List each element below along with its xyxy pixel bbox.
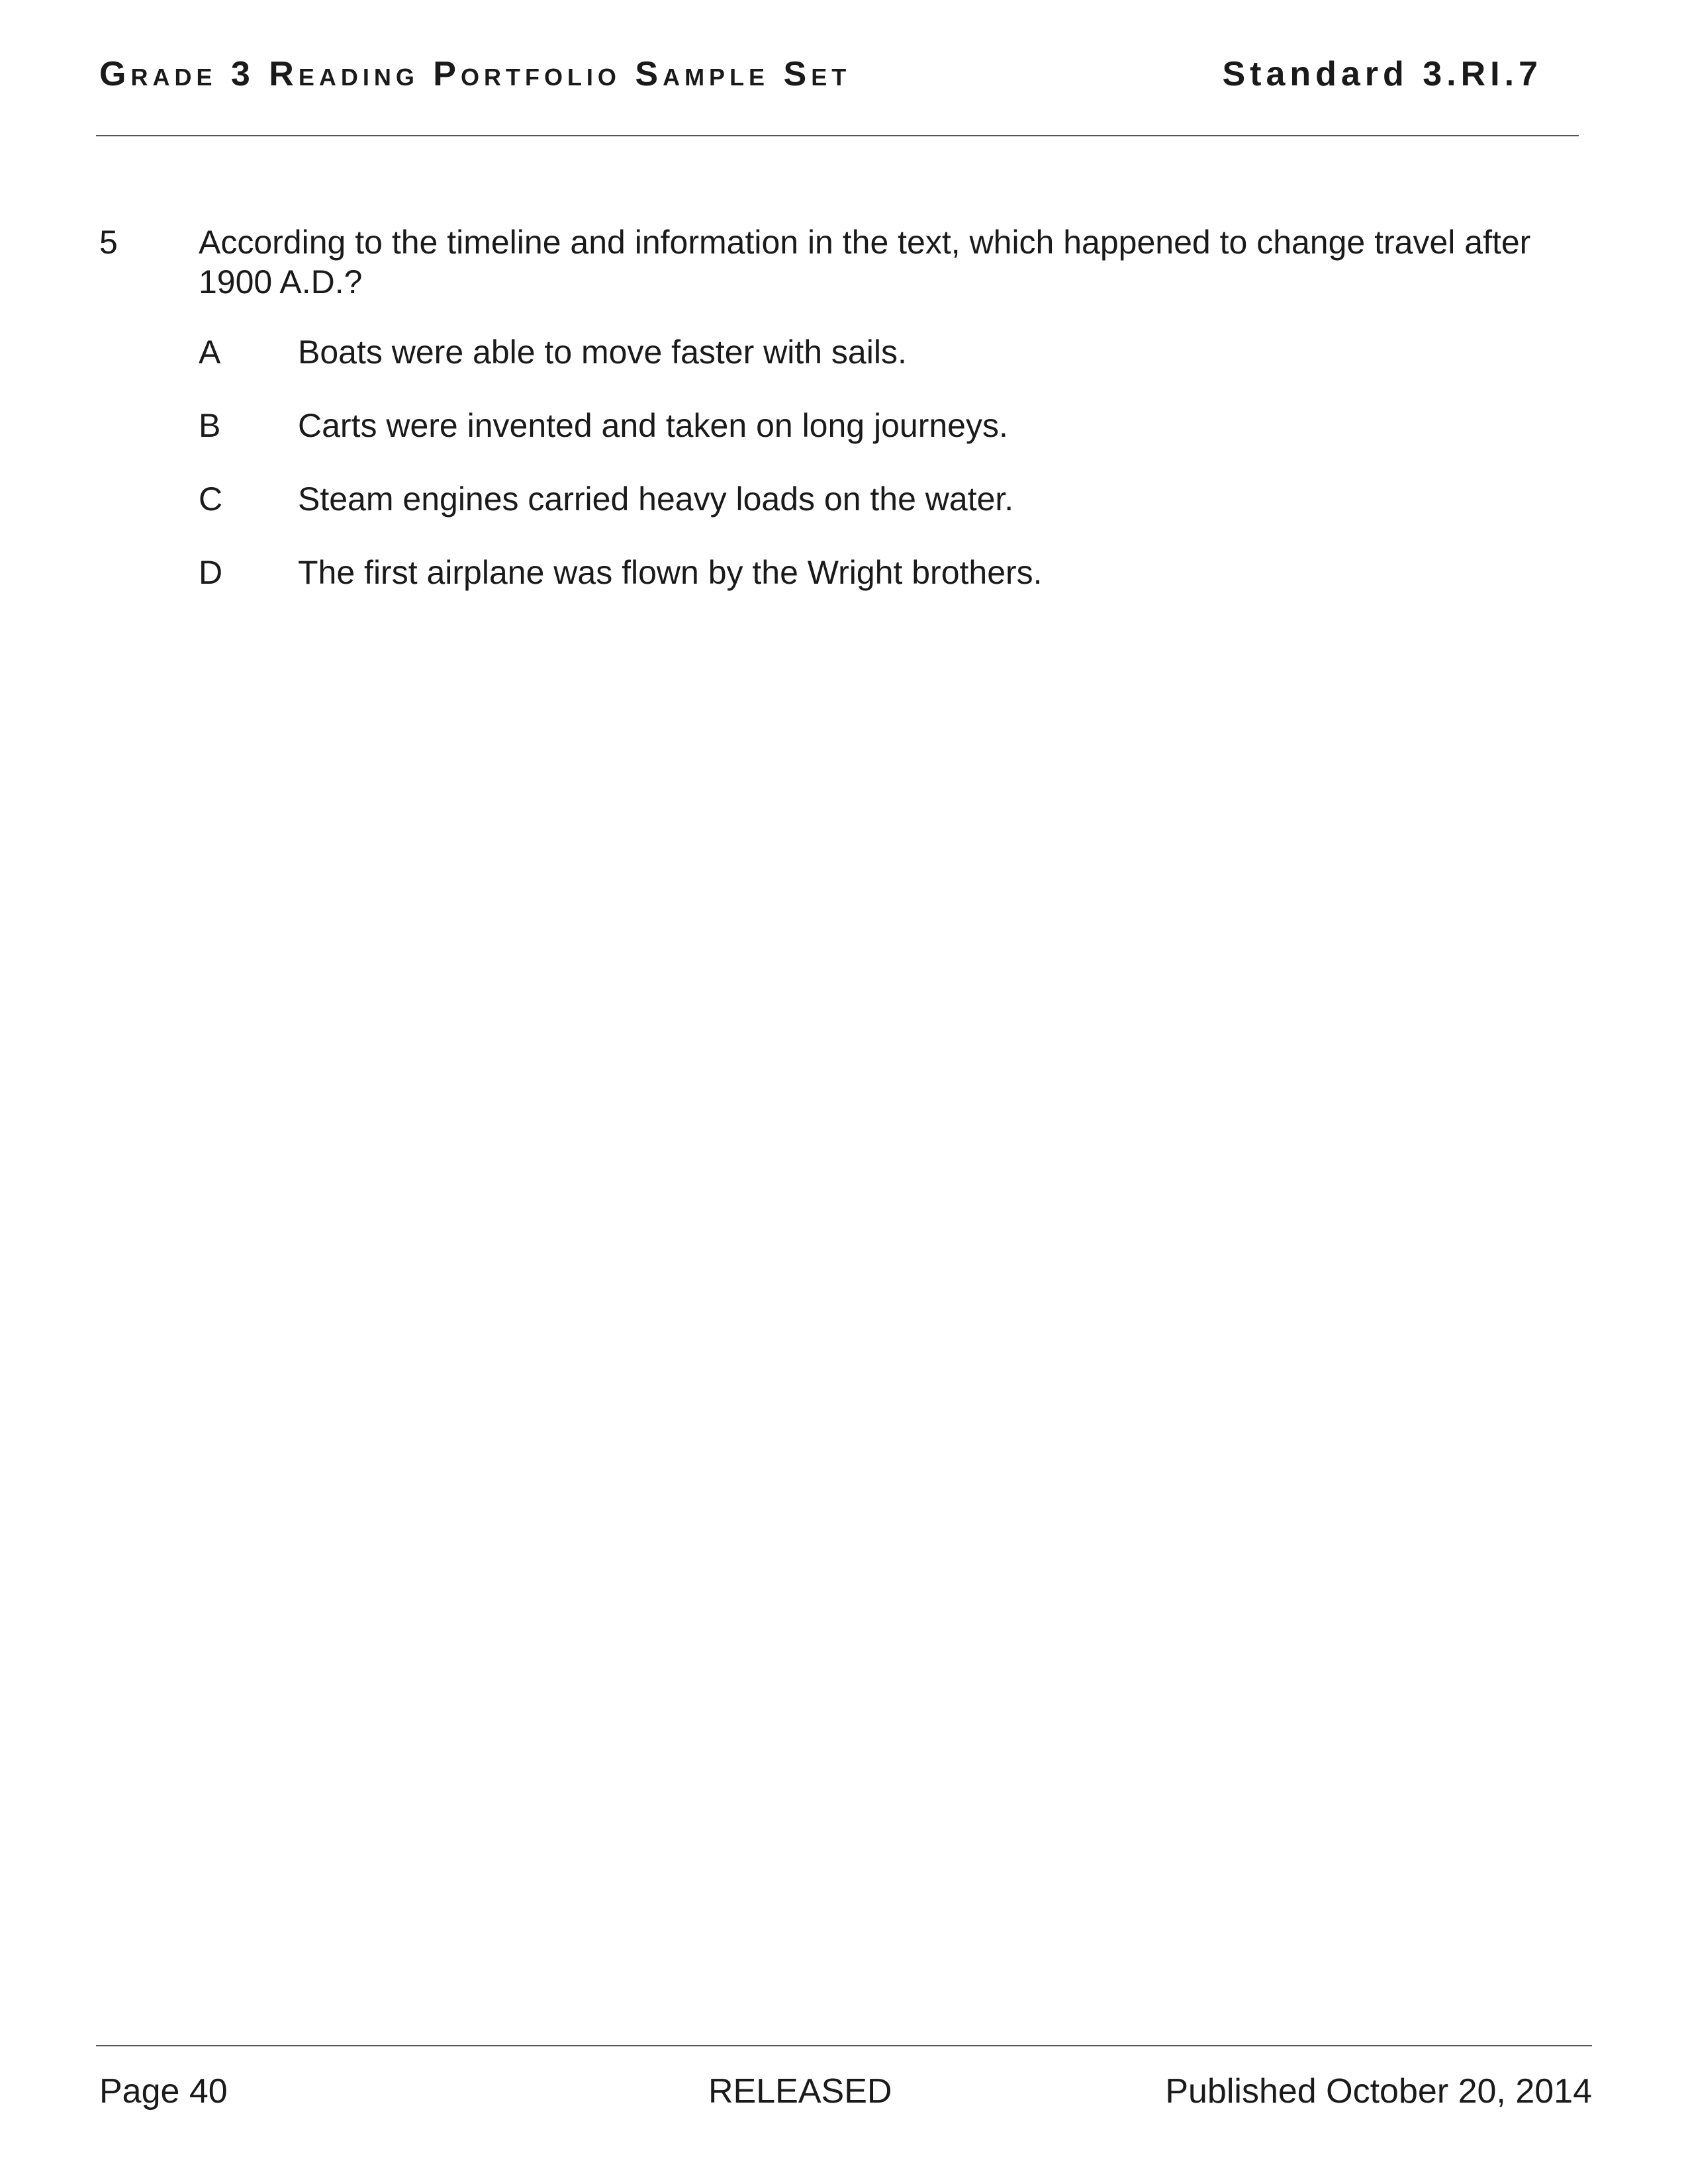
question-stem: According to the timeline and information in the text, which happened to change travel after 1900 A.D.?: [199, 224, 1531, 300]
choice-letter: B: [199, 407, 221, 444]
choice-letter: C: [199, 480, 223, 518]
page-number: Page 40: [99, 2072, 228, 2111]
document-title: Grade 3 Reading Portfolio Sample Set: [99, 55, 851, 93]
question-number: 5: [99, 224, 118, 261]
publication-date: Published October 20, 2014: [1165, 2072, 1592, 2111]
choice-letter: D: [199, 554, 223, 591]
choice-letter: A: [199, 334, 221, 371]
choice-text: The first airplane was flown by the Wright brothers.: [298, 554, 1043, 591]
choice-text: Steam engines carried heavy loads on the water.: [298, 480, 1014, 518]
release-status: RELEASED: [708, 2072, 892, 2111]
choice-text: Carts were invented and taken on long journeys.: [298, 407, 1008, 444]
standard-label: Standard 3.RI.7: [1222, 55, 1542, 93]
choice-text: Boats were able to move faster with sails.: [298, 334, 907, 371]
header-divider: [96, 135, 1579, 136]
footer-divider: [96, 2045, 1592, 2046]
